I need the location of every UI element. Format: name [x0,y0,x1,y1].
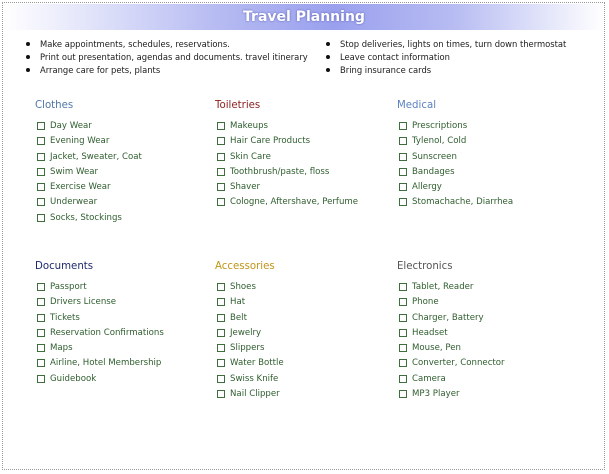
checklist-item[interactable]: Drivers License [37,295,164,310]
checklist-item[interactable]: Prescriptions [399,119,513,134]
checkbox-icon[interactable] [399,283,407,291]
checkbox-icon[interactable] [37,359,45,367]
category-accessories [215,260,284,402]
checklist-item[interactable]: Hair Care Products [217,134,358,149]
bullet-icon [326,68,330,72]
checkbox-icon[interactable] [399,137,407,145]
checkbox-icon[interactable] [217,168,225,176]
checklist-item[interactable]: Tickets [37,311,164,326]
checklist-item[interactable]: Shaver [217,180,358,195]
checklist-item[interactable]: Phone [399,295,505,310]
todo-item: Stop deliveries, lights on times, turn down thermostat [326,38,566,51]
todo-item: Leave contact information [326,51,566,64]
category-title: Toiletries [215,100,261,111]
checklist-item[interactable]: Stomachache, Diarrhea [399,195,513,210]
checklist-item[interactable]: Maps [37,341,164,356]
category-clothes [35,99,142,226]
checkbox-icon[interactable] [217,122,225,130]
todo-item: Arrange care for pets, plants [26,64,308,77]
checkbox-icon[interactable] [217,359,225,367]
bullet-icon [326,55,330,59]
checkbox-icon[interactable] [37,375,45,383]
checklist-item[interactable]: Belt [217,311,284,326]
checklist-item[interactable]: Day Wear [37,119,142,134]
bullet-icon [26,68,30,72]
checkbox-icon[interactable] [217,283,225,291]
checkbox-icon[interactable] [399,375,407,383]
bullet-icon [326,42,330,46]
checklist-item[interactable]: Jewelry [217,326,284,341]
checklist-item[interactable]: MP3 Player [399,387,505,402]
checkbox-icon[interactable] [37,329,45,337]
checklist-item[interactable]: Passport [37,280,164,295]
checklist-item[interactable]: Socks, Stockings [37,211,142,226]
bullet-icon [26,55,30,59]
checklist-item[interactable]: Shoes [217,280,284,295]
category-title: Documents [35,261,94,272]
checkbox-icon[interactable] [37,137,45,145]
checklist-item[interactable]: Camera [399,372,505,387]
checklist-item[interactable]: Guidebook [37,372,164,387]
checkbox-icon[interactable] [217,298,225,306]
checkbox-icon[interactable] [37,298,45,306]
checklist-item[interactable]: Mouse, Pen [399,341,505,356]
checkbox-icon[interactable] [217,390,225,398]
checklist-item[interactable]: Hat [217,295,284,310]
checklist-item[interactable]: Underwear [37,195,142,210]
checkbox-icon[interactable] [399,298,407,306]
todo-list-right [326,38,566,78]
checklist-item[interactable]: Evening Wear [37,134,142,149]
checklist-item[interactable]: Skin Care [217,150,358,165]
checkbox-icon[interactable] [37,168,45,176]
checkbox-icon[interactable] [399,168,407,176]
checkbox-icon[interactable] [399,329,407,337]
checklist-item[interactable]: Allergy [399,180,513,195]
todo-list-left [26,38,308,78]
page-title: Travel Planning [243,9,365,25]
checkbox-icon[interactable] [399,198,407,206]
checklist-item[interactable]: Tylenol, Cold [399,134,513,149]
checkbox-icon[interactable] [399,344,407,352]
checkbox-icon[interactable] [399,183,407,191]
checkbox-icon[interactable] [217,137,225,145]
todo-item: Print out presentation, agendas and documents. travel itinerary [26,51,308,64]
todo-item: Bring insurance cards [326,64,566,77]
category-title: Electronics [397,261,453,272]
category-title: Accessories [215,261,275,272]
checkbox-icon[interactable] [399,122,407,130]
checklist-item[interactable]: Reservation Confirmations [37,326,164,341]
checkbox-icon[interactable] [217,375,225,383]
checklist-item[interactable]: Swiss Knife [217,372,284,387]
checklist-item[interactable]: Toothbrush/paste, floss [217,165,358,180]
checklist-item[interactable]: Exercise Wear [37,180,142,195]
checkbox-icon[interactable] [37,283,45,291]
checklist-item[interactable]: Water Bottle [217,356,284,371]
category-title: Clothes [35,100,74,111]
checklist-item[interactable]: Converter, Connector [399,356,505,371]
todo-item: Make appointments, schedules, reservations. [26,38,308,51]
checkbox-icon[interactable] [217,314,225,322]
checklist-item[interactable]: Sunscreen [399,150,513,165]
category-electronics [397,260,505,402]
checklist-item[interactable]: Nail Clipper [217,387,284,402]
checklist-item[interactable]: Charger, Battery [399,311,505,326]
category-documents [35,260,164,387]
checkbox-icon[interactable] [217,153,225,161]
checklist-item[interactable]: Bandages [399,165,513,180]
checklist-item[interactable]: Jacket, Sweater, Coat [37,150,142,165]
checkbox-icon[interactable] [37,314,45,322]
checklist-item[interactable]: Tablet, Reader [399,280,505,295]
checkbox-icon[interactable] [399,153,407,161]
checkbox-icon[interactable] [37,122,45,130]
checkbox-icon[interactable] [217,183,225,191]
checkbox-icon[interactable] [217,329,225,337]
checkbox-icon[interactable] [399,390,407,398]
category-title: Medical [397,100,437,111]
checkbox-icon[interactable] [399,359,407,367]
checklist-item[interactable]: Swim Wear [37,165,142,180]
category-toiletries [215,99,358,211]
checklist-item[interactable]: Makeups [217,119,358,134]
title-bar [4,4,604,30]
checkbox-icon[interactable] [217,198,225,206]
checkbox-icon[interactable] [37,198,45,206]
checklist-item[interactable]: Airline, Hotel Membership [37,356,164,371]
checkbox-icon[interactable] [399,314,407,322]
checklist-item[interactable]: Slippers [217,341,284,356]
category-medical [397,99,513,211]
checkbox-icon[interactable] [37,153,45,161]
bullet-icon [26,42,30,46]
checkbox-icon[interactable] [37,183,45,191]
checklist-item[interactable]: Headset [399,326,505,341]
checkbox-icon[interactable] [217,344,225,352]
checklist-item[interactable]: Cologne, Aftershave, Perfume [217,195,358,210]
checkbox-icon[interactable] [37,344,45,352]
checkbox-icon[interactable] [37,214,45,222]
